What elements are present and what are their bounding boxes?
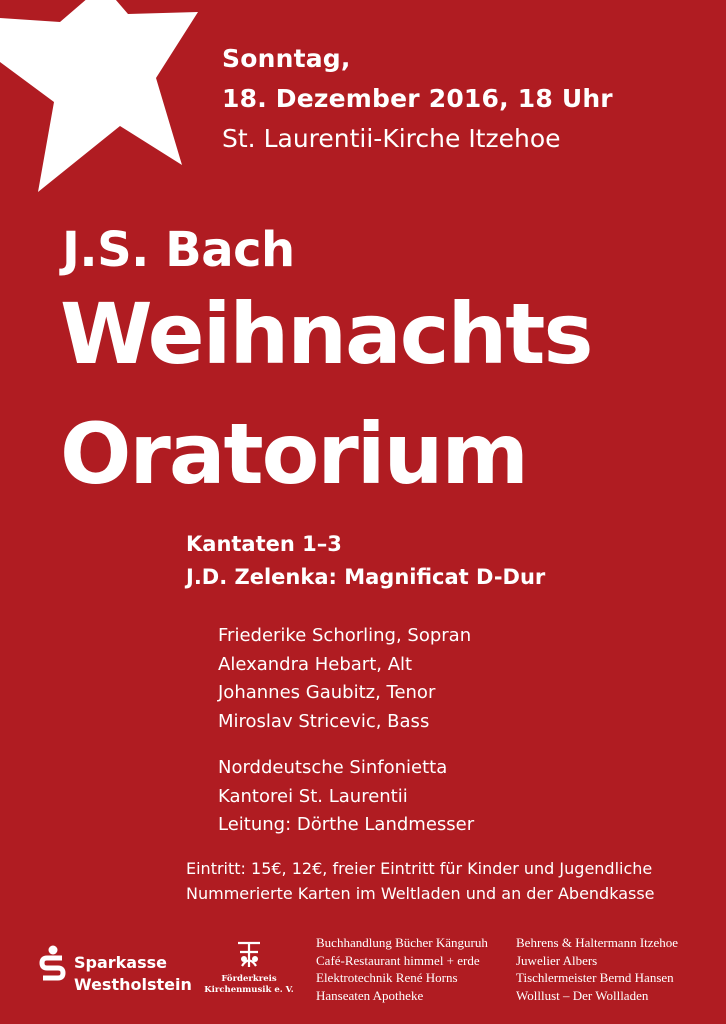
- sponsor-item: Elektrotechnik René Horns: [316, 970, 458, 985]
- ensemble-item: Leitung: Dörthe Landmesser: [218, 814, 475, 835]
- soloist-item: Miroslav Stricevic, Bass: [218, 710, 430, 732]
- sponsor-item: Wolllust – Der Wollladen: [516, 987, 649, 1003]
- soloist-item: Alexandra Hebart, Alt: [218, 653, 413, 675]
- sponsor-item: Hanseaten Apotheke: [316, 987, 424, 1003]
- soloists-list: [218, 622, 471, 736]
- admission-line: Nummerierte Karten im Weltladen und an der Abendkasse: [186, 884, 655, 903]
- admission-line: Eintritt: 15€, 12€, freier Eintritt für Kinder und Jugendliche: [186, 859, 653, 878]
- sponsor-item: Juwelier Albers: [516, 952, 598, 968]
- event-details: [222, 38, 613, 160]
- ensemble-item: Kantorei St. Laurentii: [218, 785, 408, 807]
- works-list: [186, 528, 545, 594]
- event-day: Sonntag,: [222, 44, 351, 73]
- foerderkreis-emblem-icon: [232, 940, 266, 970]
- title-line-2: Oratorium: [60, 405, 527, 503]
- sponsors-column-1: [316, 934, 488, 1004]
- ensembles-list: [218, 754, 474, 840]
- foerderkreis-logo: [204, 940, 294, 996]
- ensemble-item: Norddeutsche Sinfonietta: [218, 757, 448, 778]
- event-venue: St. Laurentii-Kirche Itzehoe: [222, 124, 561, 153]
- event-date-time: 18. Dezember 2016, 18 Uhr: [222, 84, 613, 113]
- sparkasse-name: Sparkasse Westholstein: [74, 953, 192, 994]
- sponsor-item: Buchhandlung Bücher Känguruh: [316, 935, 488, 950]
- soloist-item: Friederike Schorling, Sopran: [218, 625, 472, 646]
- title-line-1: Weihnachts: [60, 285, 592, 383]
- sponsor-item: Café-Restaurant himmel + erde: [316, 952, 480, 968]
- sponsors-column-2: [516, 934, 678, 1004]
- sparkasse-logo-icon: [38, 945, 68, 983]
- composer: J.S. Bach: [62, 222, 295, 278]
- work-item: J.D. Zelenka: Magnificat D-Dur: [186, 565, 546, 589]
- sponsor-item: Behrens & Haltermann Itzehoe: [516, 935, 679, 950]
- work-item: Kantaten 1–3: [186, 532, 342, 556]
- star-decoration-icon: [0, 0, 200, 200]
- soloist-item: Johannes Gaubitz, Tenor: [218, 682, 436, 703]
- admission-info: [186, 856, 655, 906]
- sponsor-item: Tischlermeister Bernd Hansen: [516, 970, 674, 985]
- foerderkreis-name: Förderkreis Kirchenmusik e. V.: [204, 974, 294, 995]
